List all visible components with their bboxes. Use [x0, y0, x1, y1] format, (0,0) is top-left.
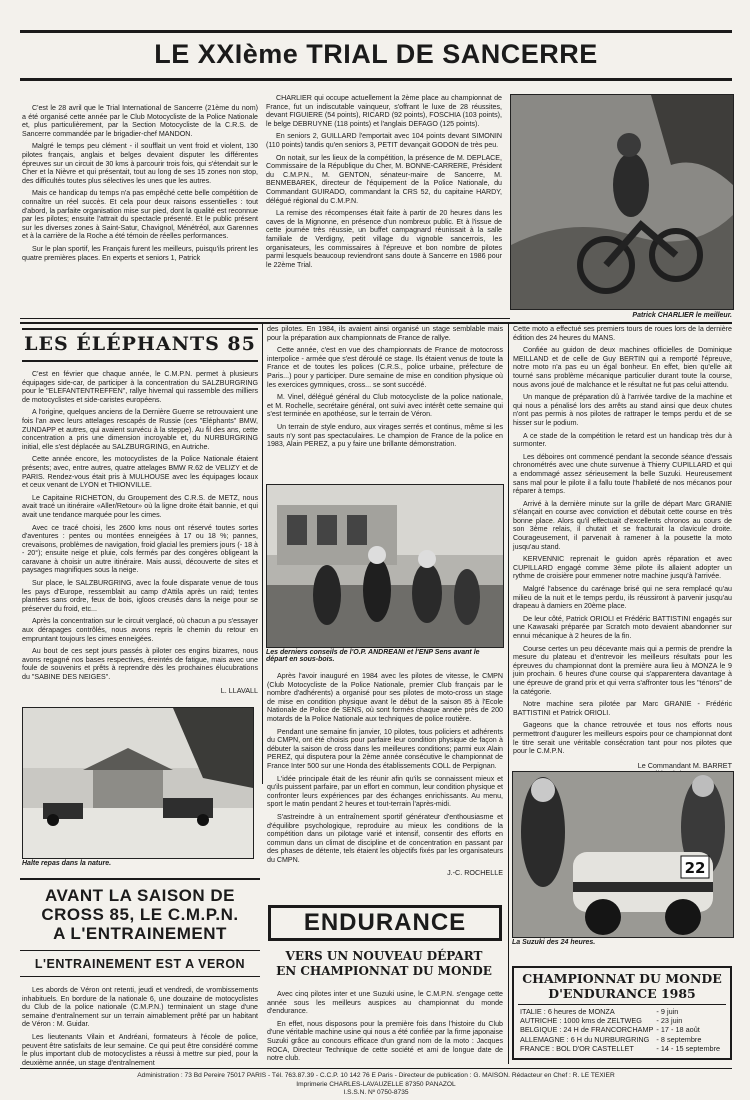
- paragraph: En seniors 2, GUILLARD l'emportait avec 104 points devant SIMONIN (110 points) tandis qu'en seniors 3, PETIT devançait GODON de très peu.: [266, 132, 502, 149]
- paragraph: Notre machine sera pilotée par Marc GRANIE - Frédéric BATTISTINI et Patrick ORIOLI.: [513, 700, 732, 717]
- paragraph: Malgré l'absence du carénage brisé qui ne sera remplacé qu'au milieu de la nuit et le temps perdu, ils réussiront à parvenir jusqu'au drapeau à damiers en 20ème place.: [513, 585, 732, 611]
- race-date: - 8 septembre: [656, 1034, 702, 1044]
- footer-line-3: I.S.S.N. Nº 0750-8735: [343, 1089, 409, 1097]
- championship-title-line-2: D'ENDURANCE 1985: [548, 986, 696, 1001]
- paragraph: Course certes un peu décevante mais qui a permis de prendre la mesure du plateau et d'entrevoir les meilleurs résultats pour les épreuves du championnat dont la première aura lieu à MONZA le 9 juin prochain. 6 heures d'une course qui s'apparentera davantage à une épreuve de grand prix et qui verra s'affronter tous les "ténors" de la catégorie.: [513, 644, 732, 696]
- bike-number: 22: [684, 859, 706, 877]
- cross-mid2-body: [267, 672, 503, 877]
- top-rule: [20, 30, 732, 33]
- cross-photo-caption: Les derniers conseils de l'O.P. ANDREANI et l'ENP Sens avant le départ en sous-bois.: [266, 649, 480, 663]
- paragraph: Après la concentration sur le circuit verglacé, où chacun a pu s'essayer aux dérapages contrôlés, nous avons repris le chemin du retour en empruntant toujours les cimes enneigées.: [22, 617, 258, 643]
- elephants-body: [22, 370, 258, 695]
- trial-bottom-rule: [20, 318, 510, 319]
- elephants-title-box: [22, 328, 258, 362]
- paragraph: On notait, sur les lieux de la compétition, la présence de M. DEPLACE, Commissaire de la République du Cher, M. BONNE-CARRERE, Président du C.M.P.N., M. GENTON, sénateur-maire de Sancerre, M. BENMEBAREK, directeur de l'équipement de la Police Nationale, du Commandant GUIRADO, commandant la CRS 52, du capitaine HARDY, délégué régional du C.M.P.N.: [266, 153, 502, 205]
- col-divider-1: [262, 324, 263, 784]
- section-rule: [20, 322, 732, 324]
- paragraph: Pendant une semaine fin janvier, 10 pilotes, tous policiers et adhérents du CMPN, ont été choisis pour parfaire leur condition physique de façon à débuter la saison de cross dans les meilleures conditions; parmi eux Alain PEREZ, qui disputera pour la 2ème année consécutive le championnat de France Inter 500 sur une Honda des établissements COLL de Perpignan.: [267, 727, 503, 770]
- paragraph: Après l'avoir inauguré en 1984 avec les pilotes de vitesse, le CMPN (Club Motocycliste de la Police Nationale, premier Club français par le nombre d'adhérents) a organisé pour ses pilotes de moto-cross un stage de mise en condition physique avant le début de la saison 85 à l'Ecole Nationale de Police de SENS, où sont formés chaque année près de 200 motards de la Police Nationale aux techniques de police routière.: [267, 672, 503, 723]
- paragraph: Sur le plan sportif, les Français furent les meilleurs, puisqu'ils prirent les quatre premières places. En experts et seniors 1, Patrick: [22, 244, 258, 262]
- trial-col-2: [266, 94, 502, 273]
- table-row: [520, 1044, 723, 1053]
- table-row: [520, 1025, 723, 1034]
- paragraph: CHARLIER qui occupe actuellement la 2ème place au championnat de France, fut un indiscutable vainqueur, s'offrant le luxe de 28 réussites, devant FIGUIERE (54 points), RICARD (92 points), FOSCHIA (103 points), le belge DEBRUYNE (118 points) et l'anglais DEFAGO (125 points).: [266, 94, 502, 128]
- endurance-banner: [268, 905, 502, 941]
- paragraph: Confiée au guidon de deux machines officielles de Dominique MEILLAND et de celle de Guy BERTIN qui a remporté l'épreuve, notre moto n'a pas eu un égal bonheur. En effet, bien qu'elle ait tourné sans problème mécanique particulier durant toute la course, nous avons joué de malchance et le résultat ne fut pas celui attendu.: [513, 346, 732, 389]
- trial-rider-photo: [510, 94, 734, 310]
- title-rule: [20, 78, 732, 81]
- cross-left-body: [22, 986, 258, 1071]
- paragraph: Cette année encore, les motocyclistes de la Police Nationale étaient présents; avec, entre autres, quatre attelages BMW R.62 de VELIZY et de PARIS. Rendez-vous était pris à MULHOUSE avec les équipages locaux et ceux venant de LYON et THIONVILLE.: [22, 455, 258, 490]
- paragraph: Les abords de Véron ont retenti, jeudi et vendredi, de vrombissements inhabituels. En bordure de la nationale 6, une douzaine de motocyclistes du Club de la police nationale (C.M.P.N.) terminaient un stage d'une semaine d'entraînement sur un terrain aimablement prêté par un habitant de Véron : M. Guidar.: [22, 986, 258, 1029]
- paragraph: M. Vinel, délégué général du Club motocycliste de la police nationale, et M. Rochelle, secrétaire général, ont suivi avec intérêt cette semaine qui s'est terminée en apothéose, sur le terrain de Véron.: [267, 393, 503, 419]
- paragraph: Malgré le temps peu clément - il soufflait un vent froid et violent, 130 pilotes français, anglais et belges devaient disputer les différentes épreuves sur un circuit de 30 kms à parcourir trois fois, qui s'étendait sur le Cher et la Nièvre et qui présentait, tout au long de ses 15 zones non stop, des difficultés toutes plus sélectives les unes que les autres.: [22, 142, 258, 185]
- championship-title: [514, 971, 730, 1001]
- footer-line-2: Imprimerie CHARLES-LAVAUZELLE 87350 PANAZOL: [296, 1080, 456, 1088]
- paragraph: C'est le 28 avril que le Trial International de Sancerre (21ème du nom) a été organisé cette année par le Club Motocycliste de la Police Nationale et, plus particulièrement, par la Section Motocycliste de la C.R.S. de Sancerre commandée par le brigadier-chef MANDON.: [22, 104, 258, 138]
- footer-rule: [20, 1068, 732, 1069]
- race-date: - 23 juin: [656, 1016, 683, 1026]
- paragraph: Les lieutenants Vilain et Andréani, formateurs à l'école de police, peuvent être satisfaits de leur semaine. Ce qui peut être considéré comme le plus important club de motocyclistes a réussi à mettre sur pied, pour la deuxième année, un stage d'entraînement: [22, 1032, 258, 1067]
- trial-photo-illustration: [511, 95, 733, 309]
- col-divider-2: [508, 324, 509, 1064]
- endurance-subtitle: [266, 949, 502, 979]
- race-date: - 14 - 15 septembre: [656, 1043, 721, 1053]
- endurance-subtitle-line-2: EN CHAMPIONNAT DU MONDE: [276, 964, 492, 978]
- elephants-photo: [22, 707, 254, 859]
- paragraph: KERVENNIC reprenait le guidon après réparation et avec CUPILLARD engagé comme 3ème pilote ils allaient adopter un rythme de croisière pour emmener notre machine jusqu'à l'arrivée.: [513, 555, 732, 581]
- race-date: - 17 - 18 août: [656, 1025, 700, 1035]
- championship-table: [520, 1007, 723, 1053]
- paragraph: Au bout de ces sept jours passés à piloter ces engins bizarres, nous avons regagné nos bases respectives, éreintés de fatigue, mais avec une foule de souvenirs et prêts à reprendre dès les prochaines élucubrations du "SABINE DES NEIGES".: [22, 647, 258, 681]
- suzuki-photo-illustration: [513, 772, 733, 937]
- paragraph: des pilotes. En 1984, ils avaient ainsi organisé un stage semblable mais pour la préparation aux championnats de France de rallye.: [267, 325, 503, 342]
- endurance-right-body: [513, 325, 732, 788]
- paragraph: L'idée principale était de les réunir afin qu'ils se connaissent mieux et qu'ils puissent parfaire, par un effort en commun, leur condition physique et confronter leurs expériences par des échanges enrichissants. Au menu, sport le matin pendant 2 heures et tout-terrain l'après-midi.: [267, 774, 503, 809]
- cross-sub-rule: [20, 976, 260, 977]
- elephants-photo-caption: Halte repas dans la nature.: [22, 860, 112, 867]
- paragraph: Les déboires ont commencé pendant la seconde séance d'essais chronométrés avec une chute survenue à Thierry CUPILLARD et qui a endommagé assez sérieusement la belle Suzuki. Heureusement sans mal pour le pilote il a fallu toute l'habileté de nos mécanos pour réparer à temps.: [513, 452, 732, 496]
- endurance-banner-text: ENDURANCE: [303, 909, 467, 936]
- signature-line-1: Le Commandant M. BARRET: [637, 760, 732, 770]
- cross-mid-body: [267, 325, 503, 453]
- paragraph: Arrivé à la dernière minute sur la grille de départ Marc GRANIE s'élançait en course avec conviction et débutait cette course en très bonne place. Alors qu'il effectuait d'excellents chronos au cours de son 3ème relais, il chutait et se fracturait la clavicule droite. Courageusement, il parvenait à ramener à la pousette la moto jusqu'au stand.: [513, 499, 732, 551]
- paragraph: S'astreindre à un entraînement sportif générateur d'enthousiasme et d'équilibre psychologique, reproduire au mieux les conditions de la compétition dans un pilotage varié et intensif, consentir des efforts en commun dans un climat de discipline et de concentration en passant par des phases de détente, tels étaient les objectifs fixés par les organisateurs du CMPN.: [267, 812, 503, 864]
- table-row: [520, 1035, 723, 1044]
- elephants-signature: L. LLAVALL: [220, 685, 258, 695]
- paragraph: Cette année, c'est en vue des championnats de France de motocross interpolice - armée que s'est déroulé ce stage. Ils étaient venus de toute la France et de toutes les polices (C.R.S., police urbaine, préfecture de Paris...) pour y participer. Dure semaine de mise en condition physique où les exercices gymniques, cross... se sont succédé.: [267, 346, 503, 389]
- table-row: [520, 1007, 723, 1016]
- cross-title: [20, 886, 260, 943]
- footer-line-1: Administration : 73 Bd Pereire 75017 PARIS - Tél. 763.87.39 - C.C.P. 10 142 76 E Paris - Directeur de publication : G. MAISON. Rédacteur en Chef : R. LE TEXIER: [137, 1072, 615, 1079]
- race-place: ITALIE : 6 heures de MONZA: [520, 1007, 615, 1016]
- cross-top-rule: [20, 878, 260, 880]
- elephants-title: LES ÉLÉPHANTS 85: [24, 333, 256, 355]
- endurance-subtitle-line-1: VERS UN NOUVEAU DÉPART: [285, 949, 483, 963]
- paragraph: Cette moto a effectué ses premiers tours de roues lors de la dernière édition des 24 heures du MANS.: [513, 325, 732, 342]
- paragraph: Un manque de préparation dû à l'arrivée tardive de la machine et qui nous a pénalisé lors des arrêts au stand ainsi que deux chutes n'ont pas permis à nos pilotes de rattraper le temps perdu et de se hisser sur le podium.: [513, 393, 732, 427]
- paragraph: Sur place, le SALZBURGRING, avec la foule disparate venue de tous les pays d'Europe, ressemblait au camp d'Attila après un raid; tentes plantées sans ordre, feux de bois, igloos creusés dans la neige pour se préserver du froid, etc...: [22, 579, 258, 613]
- paragraph: De leur côté, Patrick ORIOLI et Frédéric BATTISTINI engagés sur une Kawasaki préparée par Scratch moto devaient abandonner sur ennui mécanique à 2 heures de la fin.: [513, 614, 732, 640]
- race-place: AUTRICHE : 1000 kms de ZELTWEG: [520, 1016, 642, 1026]
- paragraph: C'est en février que chaque année, le C.M.P.N. permet à plusieurs équipages side-car, de participer à la concentration du SALZBURGRING pour le "ELEFANTENTREFFEN", rallye hivernal qui rassemble des milliers de motocyclistes et side-caristes européens.: [22, 370, 258, 404]
- paragraph: Le Capitaine RICHETON, du Groupement des C.R.S. de METZ, nous avait tracé un itinéraire «Aller/Retour» où la ligne droite était bannie, et qui avait une tendance marquée pour les cimes.: [22, 493, 258, 519]
- paragraph: Avec cinq pilotes inter et une Suzuki usine, le C.M.P.N. s'engage cette année sous les meilleurs auspices au championnat du monde d'endurance.: [267, 990, 503, 1016]
- championship-box: [512, 966, 732, 1060]
- race-place: ALLEMAGNE : 6 H du NURBURGRING: [520, 1034, 650, 1044]
- cross-title-line-2: CROSS 85, LE C.M.P.N.: [41, 905, 239, 924]
- race-date: - 9 juin: [656, 1007, 679, 1016]
- race-place: BELGIQUE : 24 H de FRANCORCHAMP: [520, 1025, 654, 1035]
- cross-title-line-1: AVANT LA SAISON DE: [44, 886, 236, 905]
- trial-photo-caption: Patrick CHARLIER le meilleur.: [632, 312, 732, 319]
- cross-subtitle: L'ENTRAINEMENT EST A VERON: [34, 957, 246, 971]
- table-row: [520, 1016, 723, 1025]
- paragraph: Un terrain de style enduro, aux virages serrés et continus, même si les sauts n'y sont pas spectaculaires. Le champion de France de la police en 1983, Alain PEREZ, a pu y faire une brillante démonstration.: [267, 422, 503, 449]
- footer: [20, 1072, 732, 1098]
- paragraph: Avec ce tracé choisi, les 2600 kms nous ont réservé toutes sortes d'aventures : pentes ou montées enneigées à 17 ou 18 %; pannes, crevaisons, problèmes de navigation, froid glacial les premiers jours (- 18 à - 20°); ensuite neige et pluie, cols fermés par des congères obligeant la caravane à choisir un autre itinéraire. Mais aussi, découverte de sites et paysages magnifiques sous la neige.: [22, 523, 258, 575]
- trial-col-1: [22, 104, 258, 266]
- cross-title-line-3: A L'ENTRAINEMENT: [53, 924, 227, 943]
- paragraph: La remise des récompenses était faite à partir de 20 heures dans les caves de la Mignonne, en présence d'un nombreux public. Et à l'issue de cette journée très réussie, un buffet campagnard réunissait à la salle familiale de Verdigny, petit village du vignoble sancerrois, les organisateurs, les commissaires à l'épreuve et bon nombre de pilotes parmi lesquels beaucoup reviendront sans doute à Sancerre en 1986 pour le 22ème Trial.: [266, 209, 502, 269]
- paragraph: Mais ce handicap du temps n'a pas empêché cette belle compétition de connaître un réel succès. Et cela pour deux raisons essentielles : tout d'abord, la parfaite organisation mise sur pied, dont la qualité est reconnue par les pilotes; ensuite l'attrait du spectacle présenté. Et le public présent sur les diverses zones à Saint-Satur, Chavignol, Ménétréol, aux Garennes et à la carrière de la Roche a été témoin de réelles performances.: [22, 189, 258, 241]
- elephants-photo-illustration: [23, 708, 253, 858]
- cross-signature: J.-C. ROCHELLE: [447, 868, 503, 878]
- endurance-body: [267, 990, 503, 1067]
- cross-photo: [266, 484, 504, 648]
- suzuki-photo: [512, 771, 734, 938]
- page-title: LE XXIème TRIAL DE SANCERRE: [154, 39, 598, 69]
- cross-photo-illustration: [267, 485, 503, 647]
- paragraph: En effet, nous disposons pour la première fois dans l'histoire du Club d'une véritable machine usine qui nous a été confiée par la firme japonaise Suzuki grâce au concours efficace d'un grand nom de la moto : Jacques ROCA, Directeur Technique de cette société et ami de longue date de notre club.: [267, 1019, 503, 1063]
- paragraph: Gageons que la chance retrouvée et tous nos efforts nous permettront d'augurer les meilleurs espoirs pour ce championnat dont le titre serait une véritable consécration tant pour nos pilotes que pour le C.M.P.N.: [513, 721, 732, 756]
- cross-mid-rule: [20, 950, 260, 951]
- paragraph: A l'origine, quelques anciens de la Dernière Guerre se retrouvaient une fois l'an avec leurs attelages rescapés de Russie (ces "Eléphants" BMW, ZUNDAPP et autres, qui avaient survécu à la steppe). Au fil des ans, cette concentration a pris une dimension incroyable et, du NURBURGRING initial, elle s'est déplacée au SALZBURGRING, en Autriche.: [22, 408, 258, 451]
- championship-divider: [518, 1004, 726, 1005]
- championship-title-line-1: CHAMPIONNAT DU MONDE: [522, 971, 722, 986]
- paragraph: A ce stade de la compétition le retard est un handicap très dur à surmonter.: [513, 431, 732, 449]
- suzuki-photo-caption: La Suzuki des 24 heures.: [512, 939, 596, 946]
- race-place: FRANCE : BOL D'OR CASTELLET: [520, 1043, 634, 1053]
